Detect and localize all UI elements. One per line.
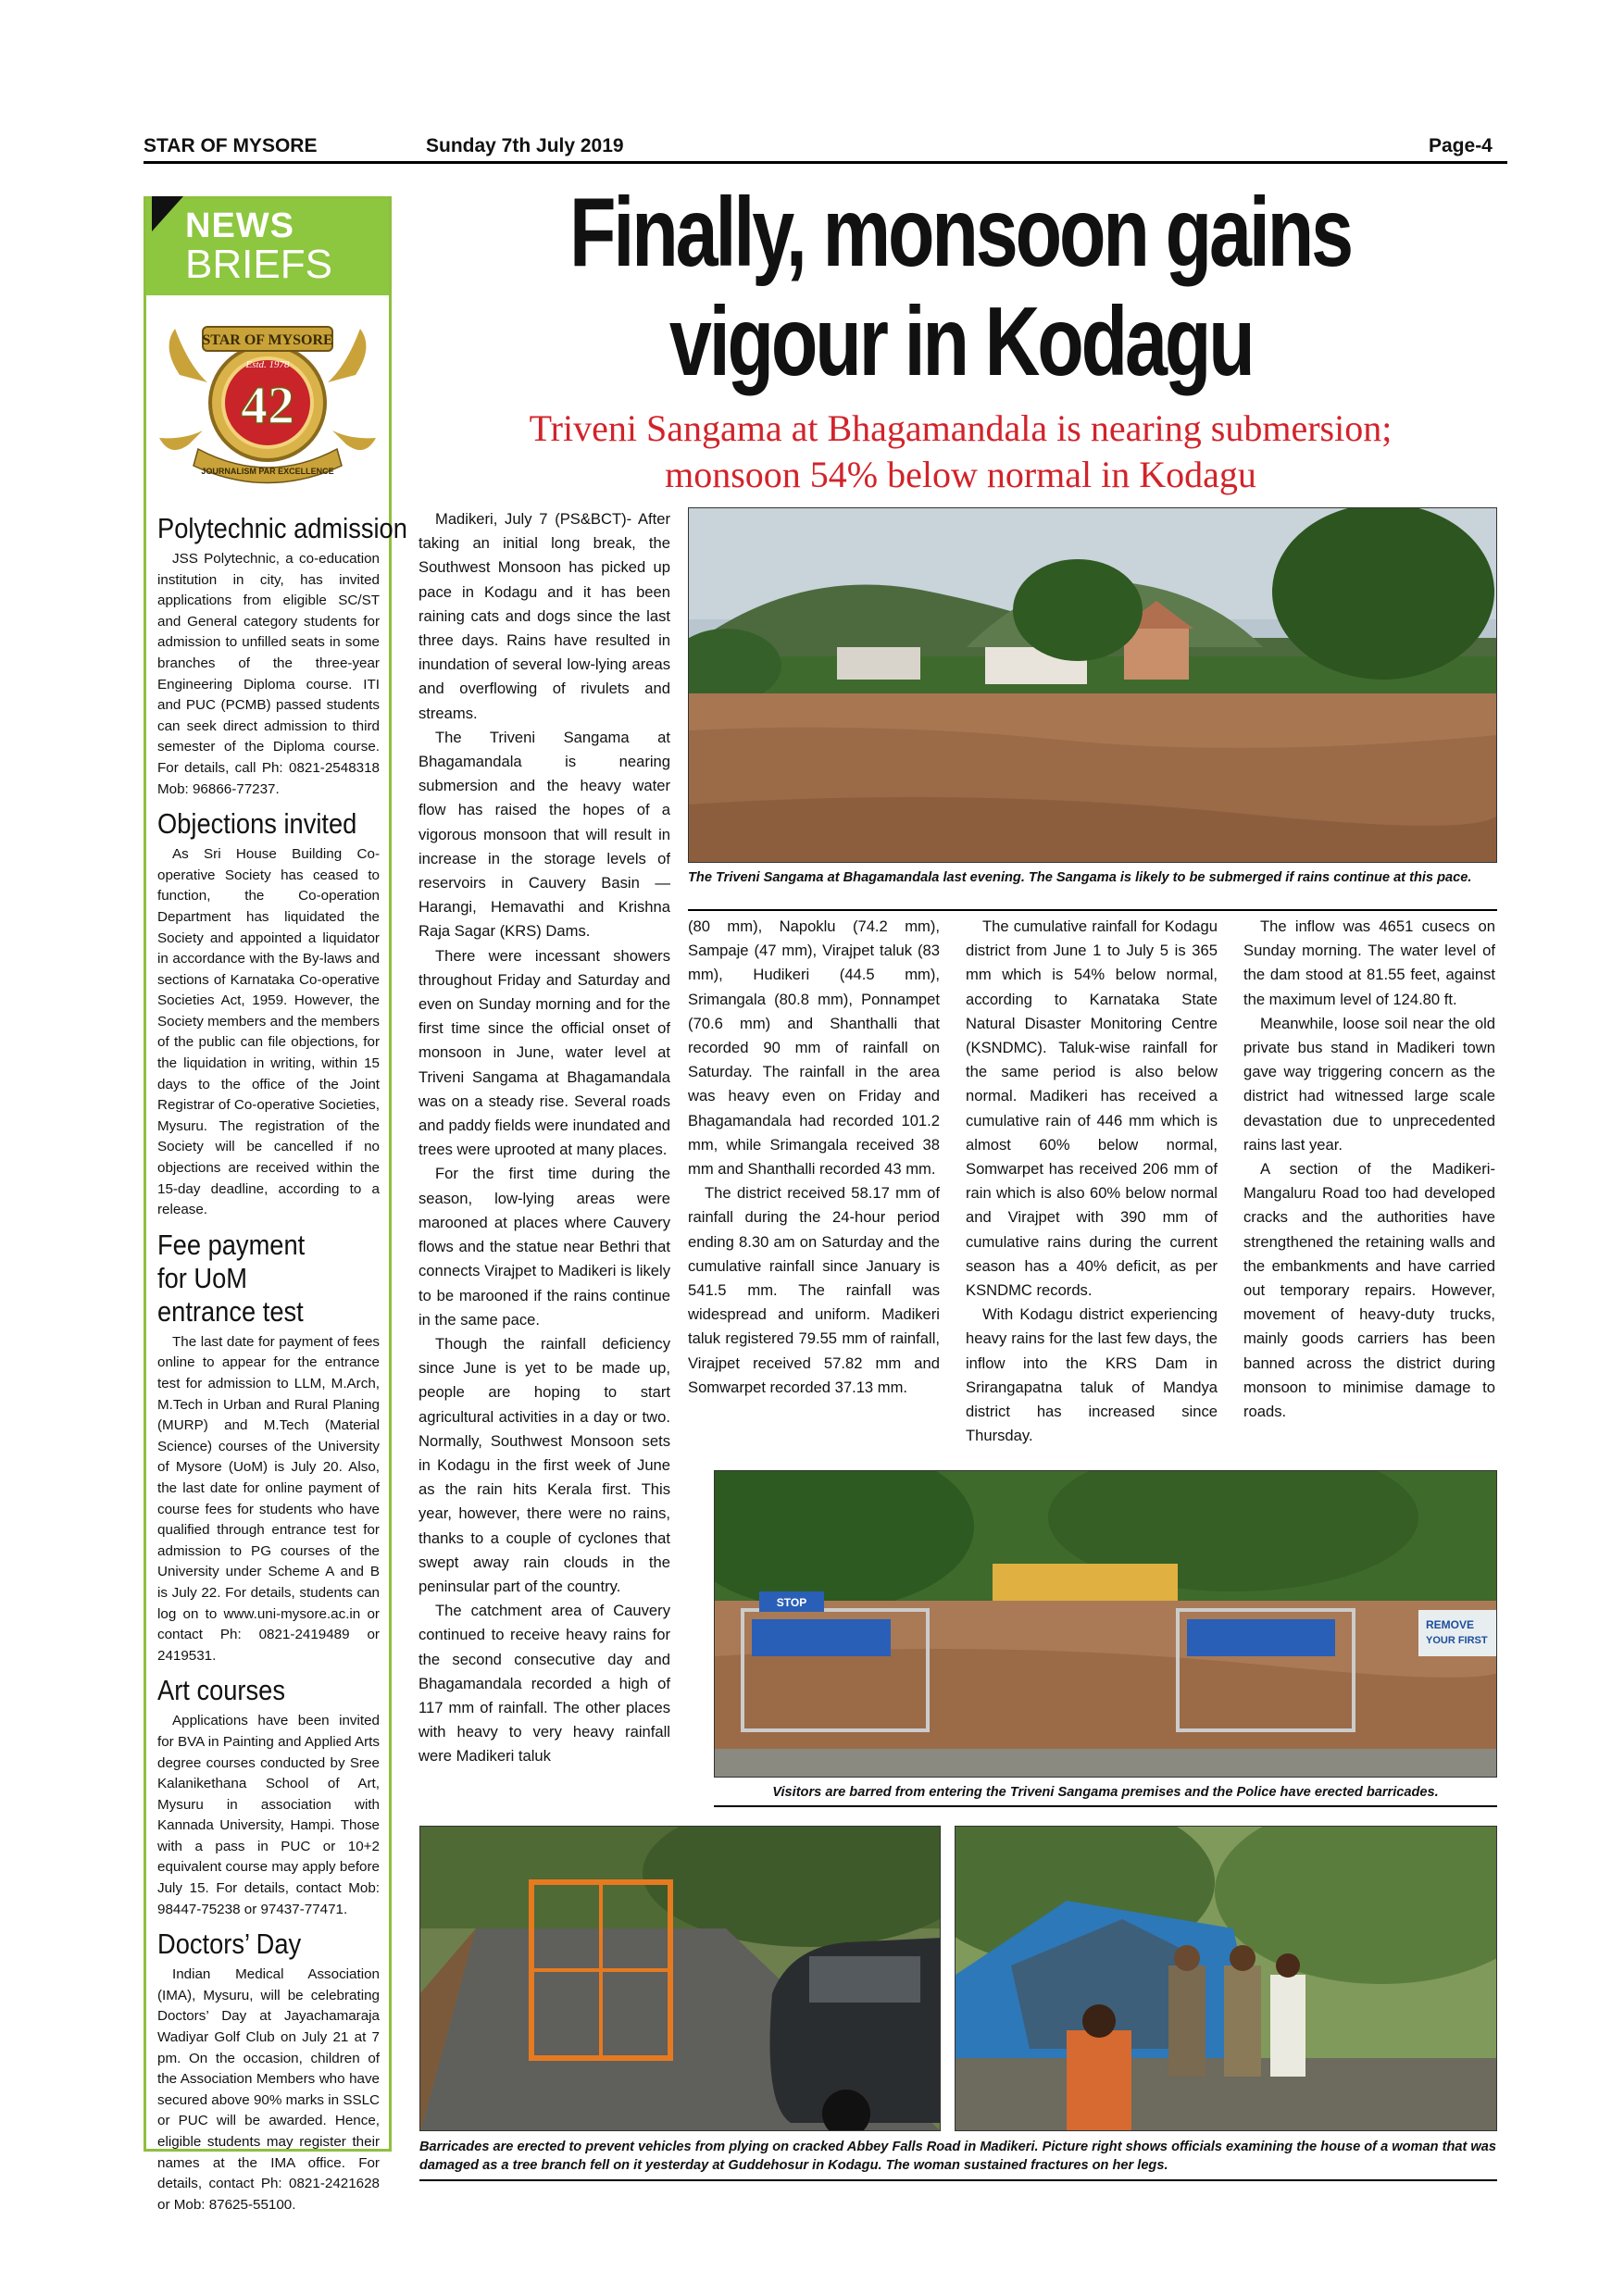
caption-photo-3-4: Barricades are erected to prevent vehicles from plying on cracked Abbey Falls Road in Madikeri. Picture right shows officials examining the house of a woman that was damaged as a tree branch fell on it yesterday at Guddehosur in Kodagu. The woman sustained fractures on her legs. [419, 2140, 1496, 2173]
logo-banner-text: STAR OF MYSORE [202, 332, 333, 348]
road-scene-illustration [420, 1827, 941, 2131]
anniversary-logo [152, 310, 383, 495]
paragraph: The inflow was 4651 cusecs on Sunday morning. The water level of the dam stood at 81.55 feet, against the maximum level of 124.80 ft. [1243, 917, 1495, 1008]
news-label: NEWS [185, 206, 294, 245]
brief-body: JSS Polytechnic, a co-education institution in city, has invited applications from eligible SC/ST and General category students for admission to unfilled seats in some branches of the three-year Engineering Diploma course. ITI and PUC (PCMB) passed students can seek direct admission to third semester of the Diploma course. For details, call Ph: 0821-2548318 Mob: 96866-77237. [157, 551, 380, 797]
brief-body: As Sri House Building Co-operative Society has ceased to function, the Co-operation Department has liquidated the Society and appointed a liquidator in accordance with the By-laws and sections of Karnataka Co-operative Societies Act, 1959. However, the Society members and the members of the public can file objections, for the liquidation in writing, within 15 days to the office of the Joint Registrar of Co-operative Societies, Mysuru. The registration of the Society will be cancelled if no objections are received within the 15-day deadline, according to a release. [157, 846, 380, 1218]
brief-doctors-day [157, 1928, 380, 2215]
briefs-list [157, 505, 407, 2215]
caption-rule [419, 2179, 1497, 2181]
article-column-4 [1243, 915, 1495, 1424]
paragraph: There were incessant showers throughout Friday and Saturday and even on Sunday morning and for the first time since the official onset of monsoon in June, water level at Triveni Sangama at Bhagamandala was on a steady rise. Several roads and paddy fields were inundated and trees were uprooted at many places. [418, 946, 670, 1159]
article-column-1 [418, 507, 670, 1769]
paragraph: Madikeri, July 7 (PS&BCT)- After taking an initial long break, the Southwest Monsoon has picked up pace in Kodagu and it has been raining cats and dogs since the last three days. Rains have resulted in inundation of several low-lying areas and overflowing of rivulets and streams. [418, 510, 670, 722]
paragraph: Though the rainfall deficiency since June is yet to be made up, people are hoping to start agricultural activities in a day or two. Normally, Southwest Monsoon sets in Kodagu in the first week of June as the rain hits Kerala first. This year, however, there were no rains, thanks to a couple of cyclones that swept away rain clouds in the peninsular part of the country. [418, 1334, 670, 1595]
paragraph: The Triveni Sangama at Bhagamandala is nearing submersion and the heavy water flow has raised the hopes of a vigorous monsoon that will result in increase in the storage levels of reservoirs in Cauvery Basin — Harangi, Hemavathi and Krishna Raja Sagar (KRS) Dams. [418, 728, 670, 941]
caption-photo-1: The Triveni Sangama at Bhagamandala last evening. The Sangama is likely to be submerged if rains continue at this pace. [688, 870, 1472, 885]
photo-barricades [714, 1470, 1497, 1778]
headline-line-1: Finally, monsoon gains [569, 178, 1352, 287]
masthead-date: Sunday 7th July 2019 [426, 135, 624, 156]
subheadline [407, 406, 1514, 498]
brief-fee-payment [157, 1229, 380, 1667]
barricade-scene-illustration [715, 1471, 1497, 1778]
remove-sign-text: REMOVE [1426, 1618, 1475, 1631]
brief-title: Polytechnic admission [157, 512, 407, 544]
brief-body: Indian Medical Association (IMA), Mysuru, will be celebrating Doctors’ Day at Jayachamaraja Wadiyar Golf Club on July 21 at 7 pm. On the occasion, children of the Association Members who have secured above 90% marks in SSLC or PUC will be awarded. Hence, eligible students may register their names at the IMA office. For details, contact Ph: 0821-2421628 or Mob: 87625-55100. [157, 1966, 380, 2213]
paragraph: The district received 58.17 mm of rainfall during the 24-hour period ending 8.30 am on Saturday and the cumulative rainfall since January is 541.5 mm. The rainfall was widespread and uniform. Madikeri taluk registered 79.55 mm of rainfall, Virajpet received 57.82 mm and Somwarpet recorded 37.13 mm. [688, 1184, 940, 1396]
brief-art-courses [157, 1674, 380, 1920]
masthead-page: Page-4 [1429, 135, 1493, 156]
brief-polytechnic [157, 512, 407, 800]
brief-title: Fee payment for UoM entrance test [157, 1228, 306, 1328]
briefs-label: BRIEFS [185, 242, 332, 287]
paragraph: (80 mm), Napoklu (74.2 mm), Sampaje (47 mm), Virajpet taluk (83 mm), Hudikeri (44.5 mm), Srimangala (80.8 mm), Ponnampet (70.6 mm) and Shanthalli that recorded 90 mm of rainfall on Saturday. The rainfall in the area was heavy even on Friday and Bhagamandala had recorded 101.2 mm, while Srimangala received 38 mm and Shanthalli recorded 43 mm. [688, 917, 940, 1179]
headline [407, 178, 1514, 396]
brief-title: Objections invited [157, 807, 357, 841]
logo-ribbon-text: JOURNALISM PAR EXCELLENCE [201, 467, 334, 476]
your-first-sign-text: YOUR FIRST [1426, 1635, 1488, 1646]
house-scene-illustration [956, 1827, 1497, 2131]
brief-objections [157, 807, 380, 1221]
paragraph: For the first time during the season, low-lying areas were marooned at places where Cauvery flows and the statue near Bethri that connects Virajpet to Madikeri is likely to be marooned if the rains continue in the same pace. [418, 1165, 670, 1329]
flood-scene-illustration [689, 508, 1497, 863]
corner-flag-icon [146, 196, 187, 233]
news-briefs-header [146, 199, 389, 295]
headline-line-2: vigour in Kodagu [668, 287, 1253, 396]
photo-triveni-sangama [688, 507, 1497, 863]
subhead-line-2: monsoon 54% below normal in Kodagu [665, 454, 1256, 495]
article-column-2 [688, 915, 940, 1400]
subhead-line-1: Triveni Sangama at Bhagamandala is nearing submersion; [529, 407, 1393, 449]
stop-sign-text: STOP [776, 1596, 807, 1609]
caption-photo-2: Visitors are barred from entering the Triveni Sangama premises and the Police have erected barricades. [772, 1785, 1439, 1800]
brief-body: The last date for payment of fees online to appear for the entrance test for admission to LLM, M.Arch, M.Tech in Urban and Rural Planing (MURP) and M.Tech (Material Science) courses of the University of Mysore (UoM) is July 20. Also, the last date for online payment of course fees for students who have qualified through entrance test for admission to PG courses of the University under Scheme A and B is July 22. For details, students can log on to www.uni-mysore.ac.in or contact Ph: 0821-2419489 or 2419531. [157, 1333, 380, 1664]
logo-number: 42 [241, 375, 294, 435]
paragraph: A section of the Madikeri-Mangaluru Road too had developed cracks and the authorities have strengthened the retaining walls and the embankments and have carried out temporary repairs. However, movement of heavy-duty trucks, mainly goods carriers has been banned across the district during monsoon to minimise damage to roads. [1243, 1160, 1495, 1421]
paragraph: The cumulative rainfall for Kodagu district from June 1 to July 5 is 365 mm which is 54% below normal, according to Karnataka State Natural Disaster Monitoring Centre (KSNDMC). Taluk-wise rainfall for the same period is also below normal. Madikeri has received a cumulative rain of 446 mm which is almost 60% below normal, Somwarpet has received 206 mm of rain which is also 60% below normal and Virajpet with 390 mm of cumulative rains during the current season has a 40% deficit, as per KSNDMC records. [966, 917, 1218, 1300]
logo-estd-text: Estd. 1978 [245, 359, 290, 370]
paragraph: Meanwhile, loose soil near the old private bus stand in Madikeri town gave way triggering concern as the district had witnessed large scale devastation due to unprecedented rains last year. [1243, 1014, 1495, 1154]
paragraph: With Kodagu district experiencing heavy rains for the last few days, the inflow into the KRS Dam in Srirangapatna taluk of Mandya district has increased since Thursday. [966, 1305, 1218, 1445]
brief-title: Art courses [157, 1674, 285, 1707]
masthead-paper-name: STAR OF MYSORE [144, 135, 318, 156]
caption-rule [714, 1805, 1497, 1807]
brief-title: Doctors’ Day [157, 1928, 302, 1961]
brief-body: Applications have been invited for BVA in Painting and Applied Arts degree courses conducted by Sree Kalanikethana School of Art, Mysuru in association with Kannada University, Hampi. Those with a pass in PUC or 10+2 equivalent course may apply before July 15. For details, contact Mob: 98447-75238 or 97437-77471. [157, 1713, 380, 1917]
news-briefs-sidebar [144, 196, 407, 2213]
photo-abbey-falls-road [419, 1826, 941, 2131]
paragraph: The catchment area of Cauvery continued to receive heavy rains for the second consecutive day and Bhagamandala recorded a high of 117 mm of rainfall. The other places with heavy to very heavy rainfall were Madikeri taluk [418, 1602, 670, 1766]
article-column-3 [966, 915, 1218, 1448]
masthead-rule [144, 161, 1507, 164]
photo-damaged-house [955, 1826, 1497, 2131]
caption-rule [688, 909, 1497, 911]
